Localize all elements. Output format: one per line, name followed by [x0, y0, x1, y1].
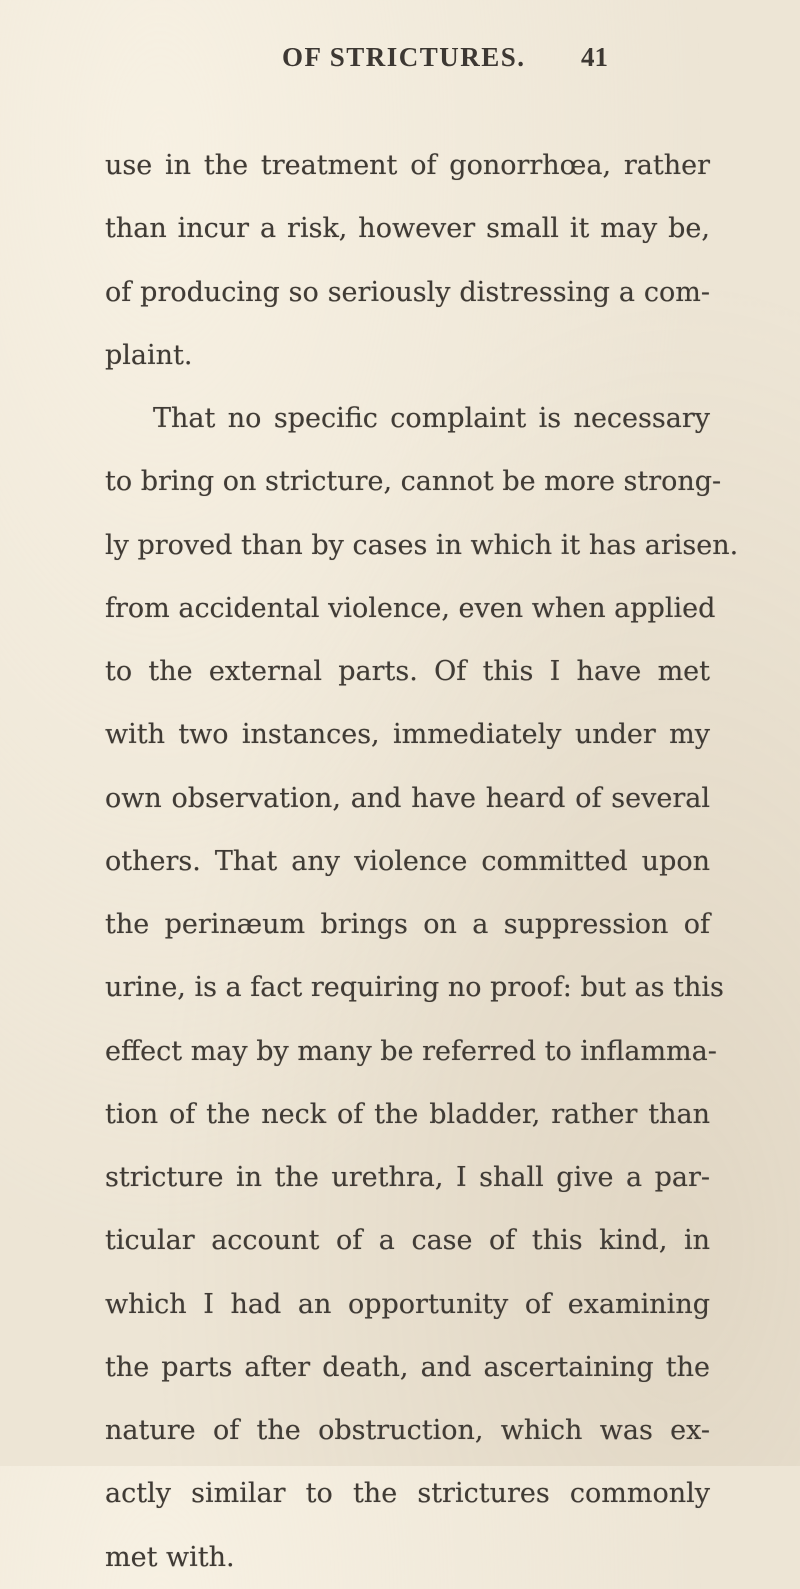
text-line: to the external parts. Of this I have met [105, 656, 710, 687]
text-line: own observation, and have heard of several [105, 782, 710, 814]
text-line: ly proved than by cases in which it has arisen. [105, 529, 739, 561]
text-line: effect may by many be referred to inflamma- [105, 1035, 717, 1067]
text-line: of producing so seriously distressing a com- [105, 276, 710, 308]
text-line: from accidental violence, even when applied [105, 592, 716, 624]
text-line: urine, is a fact requiring no proof: but as this [105, 972, 724, 1004]
text-line: actly similar to the strictures commonly [105, 1478, 710, 1510]
text-line: met with. [105, 1541, 235, 1573]
text-line: plaint. [105, 339, 193, 371]
text-line: the perinæum brings on a suppression of [105, 909, 710, 940]
text-line: stricture in the urethra, I shall give a par- [105, 1162, 710, 1193]
text-line: with two instances, immediately under my [105, 719, 710, 751]
text-line: others. That any violence committed upon [105, 845, 710, 877]
page-number: 41 [581, 42, 608, 72]
text-line: nature of the obstruction, which was ex- [105, 1415, 710, 1446]
text-line: to bring on stricture, cannot be more strong- [105, 466, 722, 498]
text-line: use in the treatment of gonorrhœa, rather [105, 150, 710, 181]
text-line: ticular account of a case of this kind, in [105, 1225, 710, 1257]
text-line: tion of the neck of the bladder, rather than [105, 1098, 710, 1130]
body-text [105, 134, 739, 1589]
text-line: the parts after death, and ascertaining the [105, 1351, 710, 1383]
text-line: which I had an opportunity of examining [105, 1288, 710, 1320]
running-title: OF STRICTURES. [282, 42, 526, 72]
paragraph-start-line: That no specific complaint is necessary [153, 403, 710, 434]
text-line: than incur a risk, however small it may be, [105, 213, 710, 245]
running-head [0, 20, 800, 80]
